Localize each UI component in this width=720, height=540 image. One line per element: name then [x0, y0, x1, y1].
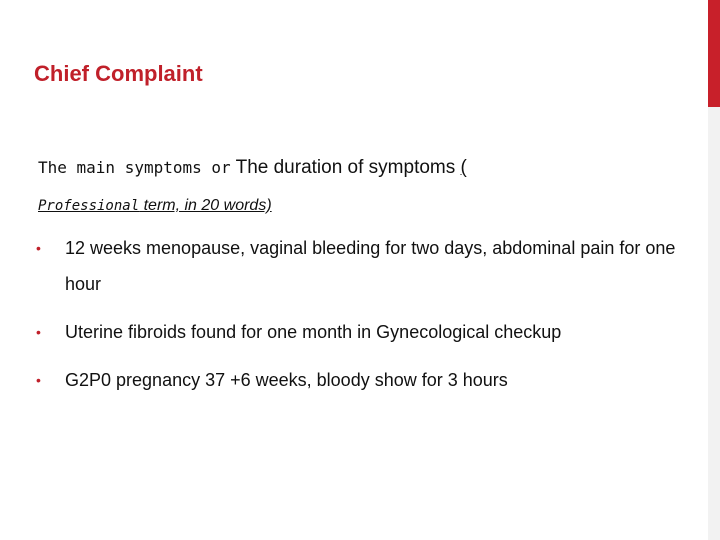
slide-title: Chief Complaint — [34, 61, 203, 86]
bullet-dot-icon: • — [36, 324, 41, 340]
accent-bar — [708, 0, 720, 107]
bullet-text: 12 weeks menopause, vaginal bleeding for two days, abdominal pain for one hour — [65, 238, 676, 294]
intro-text — [38, 149, 658, 225]
bullet-dot-icon: • — [36, 372, 41, 388]
intro-mono: The main symptoms or — [38, 158, 231, 177]
bullet-text: G2P0 pregnancy 37 +6 weeks, bloody show for 3 hours — [65, 370, 508, 390]
bullet-list — [36, 230, 696, 410]
intro-line2 — [38, 197, 272, 214]
intro-paren: ( — [460, 157, 467, 178]
side-strip — [708, 107, 720, 540]
intro-italic: term, in 20 words) — [139, 197, 272, 214]
bullet-dot-icon: • — [36, 240, 41, 256]
bullet-item — [36, 314, 696, 350]
bullet-item — [36, 362, 696, 398]
intro-normal: The duration of symptoms — [230, 157, 461, 178]
bullet-item — [36, 230, 696, 302]
bullet-text: Uterine fibroids found for one month in Gynecological checkup — [65, 322, 562, 342]
intro-mono-italic: Professional — [38, 198, 140, 214]
